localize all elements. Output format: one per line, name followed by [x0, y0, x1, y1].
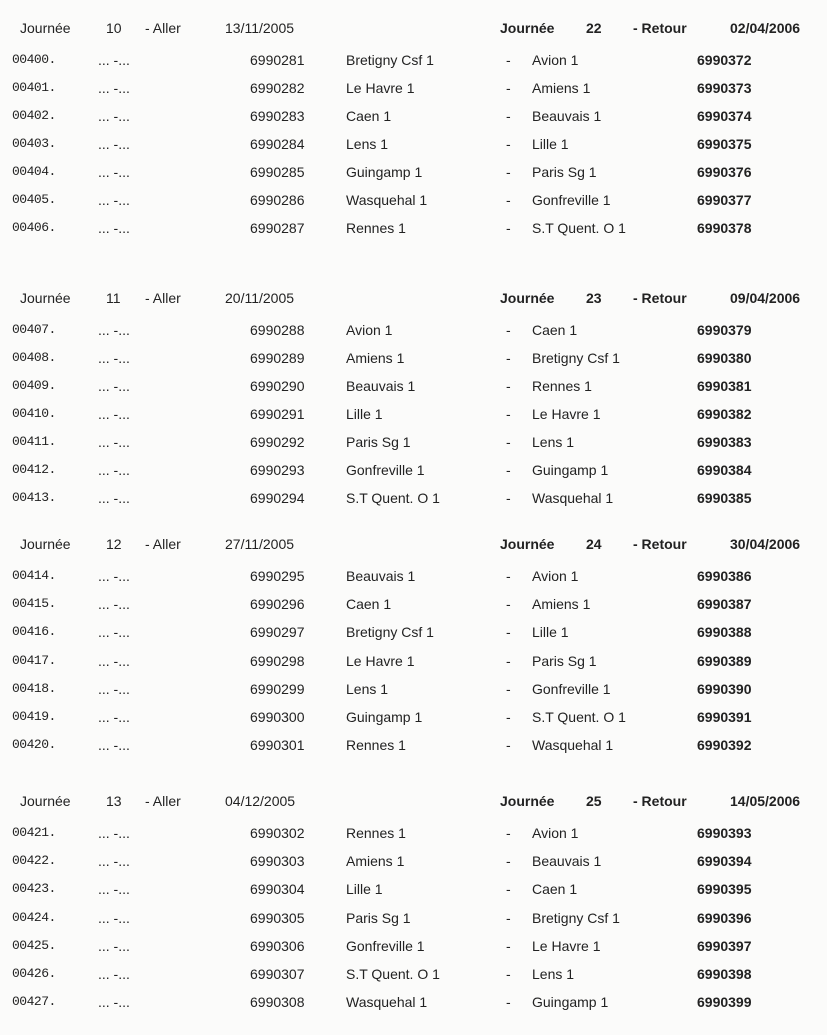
retour-match-code: 6990382 [697, 406, 752, 422]
match-number: 00422. [12, 853, 56, 869]
aller-match-code: 6990302 [250, 825, 305, 841]
aller-label: - Aller [145, 536, 181, 552]
retour-label: - Retour [633, 536, 687, 552]
aller-match-code: 6990289 [250, 350, 305, 366]
away-team: Lille 1 [532, 624, 569, 641]
versus-dash: - [506, 568, 511, 584]
home-team: Gonfreville 1 [346, 937, 425, 954]
match-number: 00418. [12, 680, 56, 696]
versus-dash: - [506, 434, 511, 450]
versus-dash: - [506, 136, 511, 152]
retour-date: 02/04/2006 [730, 20, 801, 36]
retour-match-code: 6990392 [697, 737, 752, 754]
away-team: Beauvais 1 [532, 853, 602, 870]
aller-match-code: 6990287 [250, 220, 305, 236]
versus-dash: - [506, 737, 511, 754]
match-row [0, 568, 827, 596]
versus-dash: - [506, 937, 511, 954]
versus-dash: - [506, 322, 511, 338]
aller-round-number: 12 [106, 536, 122, 552]
score-placeholder: ... -... [98, 853, 130, 870]
aller-match-code: 6990291 [250, 406, 305, 422]
score-placeholder: ... -... [98, 350, 130, 366]
home-team: Beauvais 1 [346, 568, 416, 584]
home-team: Beauvais 1 [346, 378, 416, 394]
aller-match-code: 6990298 [250, 652, 305, 669]
score-placeholder: ... -... [98, 220, 130, 236]
aller-match-code: 6990294 [250, 490, 305, 506]
score-placeholder: ... -... [98, 462, 130, 478]
versus-dash: - [506, 490, 511, 506]
retour-date: 14/05/2006 [730, 793, 801, 809]
away-team: Paris Sg 1 [532, 652, 597, 669]
aller-match-code: 6990286 [250, 192, 305, 208]
retour-label: - Retour [633, 290, 687, 306]
aller-match-code: 6990303 [250, 853, 305, 870]
away-team: Lens 1 [532, 434, 575, 450]
home-team: Lille 1 [346, 406, 383, 422]
home-team: Caen 1 [346, 108, 392, 124]
score-placeholder: ... -... [98, 322, 130, 338]
match-number: 00404. [12, 164, 56, 179]
score-placeholder: ... -... [98, 164, 130, 180]
aller-journee-label: Journée [20, 290, 71, 306]
retour-match-code: 6990383 [697, 434, 752, 450]
away-team: Avion 1 [532, 568, 579, 584]
match-number: 00424. [12, 909, 56, 925]
retour-journee-label: Journée [500, 20, 555, 36]
away-team: S.T Quent. O 1 [532, 709, 626, 725]
versus-dash: - [506, 994, 511, 1011]
aller-match-code: 6990305 [250, 909, 305, 926]
versus-dash: - [506, 652, 511, 669]
away-team: Wasquehal 1 [532, 490, 614, 506]
match-number: 00414. [12, 568, 56, 583]
retour-match-code: 6990381 [697, 378, 752, 394]
match-number: 00413. [12, 490, 56, 505]
match-number: 00405. [12, 192, 56, 207]
retour-match-code: 6990387 [697, 596, 752, 613]
away-team: Amiens 1 [532, 80, 591, 96]
aller-round-number: 11 [106, 290, 121, 306]
versus-dash: - [506, 881, 511, 898]
away-team: Paris Sg 1 [532, 164, 597, 180]
aller-journee-label: Journée [20, 20, 71, 36]
match-row [0, 825, 827, 853]
aller-date: 04/12/2005 [225, 793, 296, 809]
away-team: Guingamp 1 [532, 994, 609, 1011]
aller-match-code: 6990304 [250, 881, 305, 898]
score-placeholder: ... -... [98, 909, 130, 926]
away-team: Rennes 1 [532, 378, 592, 394]
home-team: Wasquehal 1 [346, 994, 428, 1011]
retour-match-code: 6990378 [697, 220, 752, 236]
round-header [0, 536, 827, 562]
score-placeholder: ... -... [98, 490, 130, 506]
match-number: 00421. [12, 825, 56, 840]
match-row [0, 192, 827, 220]
match-number: 00409. [12, 378, 56, 393]
score-placeholder: ... -... [98, 624, 130, 641]
retour-match-code: 6990374 [697, 108, 752, 124]
versus-dash: - [506, 596, 511, 613]
match-row [0, 653, 827, 681]
score-placeholder: ... -... [98, 652, 130, 669]
aller-label: - Aller [145, 20, 181, 36]
home-team: Bretigny Csf 1 [346, 624, 434, 641]
match-row [0, 490, 827, 518]
match-number: 00423. [12, 881, 56, 897]
retour-match-code: 6990397 [697, 937, 752, 954]
home-team: S.T Quent. O 1 [346, 966, 440, 982]
home-team: Guingamp 1 [346, 164, 423, 180]
score-placeholder: ... -... [98, 709, 130, 725]
score-placeholder: ... -... [98, 434, 130, 450]
score-placeholder: ... -... [98, 52, 130, 68]
match-row [0, 462, 827, 490]
match-number: 00408. [12, 350, 56, 365]
match-number: 00407. [12, 322, 56, 337]
retour-match-code: 6990396 [697, 909, 752, 926]
aller-match-code: 6990285 [250, 164, 305, 180]
match-number: 00427. [12, 994, 56, 1010]
versus-dash: - [506, 350, 511, 366]
match-row [0, 709, 827, 737]
retour-match-code: 6990376 [697, 164, 752, 180]
aller-match-code: 6990301 [250, 737, 305, 754]
versus-dash: - [506, 164, 511, 180]
aller-match-code: 6990293 [250, 462, 305, 478]
versus-dash: - [506, 378, 511, 394]
retour-match-code: 6990375 [697, 136, 752, 152]
aller-match-code: 6990299 [250, 680, 305, 697]
match-row [0, 681, 827, 709]
match-number: 00403. [12, 136, 56, 151]
aller-match-code: 6990283 [250, 108, 305, 124]
retour-date: 30/04/2006 [730, 536, 801, 552]
home-team: Rennes 1 [346, 220, 406, 236]
aller-match-code: 6990284 [250, 136, 305, 152]
away-team: S.T Quent. O 1 [532, 220, 626, 236]
match-row [0, 910, 827, 938]
retour-round-number: 25 [586, 793, 602, 809]
aller-journee-label: Journée [20, 536, 71, 552]
away-team: Beauvais 1 [532, 108, 602, 124]
aller-label: - Aller [145, 793, 181, 809]
aller-match-code: 6990282 [250, 80, 305, 96]
retour-match-code: 6990388 [697, 624, 752, 641]
away-team: Wasquehal 1 [532, 737, 614, 754]
score-placeholder: ... -... [98, 737, 130, 754]
match-row [0, 350, 827, 378]
match-number: 00401. [12, 80, 56, 95]
versus-dash: - [506, 709, 511, 725]
home-team: Lille 1 [346, 881, 383, 898]
retour-match-code: 6990379 [697, 322, 752, 338]
aller-date: 13/11/2005 [225, 20, 295, 36]
aller-round-number: 10 [106, 20, 122, 36]
home-team: Amiens 1 [346, 350, 405, 366]
retour-journee-label: Journée [500, 536, 555, 552]
aller-match-code: 6990307 [250, 966, 305, 982]
retour-round-number: 24 [586, 536, 602, 552]
aller-match-code: 6990306 [250, 937, 305, 954]
versus-dash: - [506, 462, 511, 478]
away-team: Gonfreville 1 [532, 192, 611, 208]
retour-round-number: 23 [586, 290, 602, 306]
retour-date: 09/04/2006 [730, 290, 801, 306]
home-team: Le Havre 1 [346, 652, 415, 669]
match-number: 00426. [12, 966, 56, 981]
aller-match-code: 6990288 [250, 322, 305, 338]
away-team: Bretigny Csf 1 [532, 350, 620, 366]
aller-match-code: 6990300 [250, 709, 305, 725]
retour-match-code: 6990395 [697, 881, 752, 898]
retour-match-code: 6990390 [697, 680, 752, 697]
round-header [0, 20, 827, 46]
home-team: Paris Sg 1 [346, 909, 411, 926]
match-row [0, 596, 827, 624]
score-placeholder: ... -... [98, 406, 130, 422]
aller-match-code: 6990296 [250, 596, 305, 613]
retour-match-code: 6990393 [697, 825, 752, 841]
home-team: Rennes 1 [346, 825, 406, 841]
versus-dash: - [506, 192, 511, 208]
retour-match-code: 6990399 [697, 994, 752, 1011]
round-header [0, 793, 827, 819]
score-placeholder: ... -... [98, 680, 130, 697]
match-row [0, 938, 827, 966]
score-placeholder: ... -... [98, 568, 130, 584]
retour-label: - Retour [633, 20, 687, 36]
match-row [0, 966, 827, 994]
versus-dash: - [506, 624, 511, 641]
retour-journee-label: Journée [500, 290, 555, 306]
score-placeholder: ... -... [98, 108, 130, 124]
aller-match-code: 6990290 [250, 378, 305, 394]
retour-match-code: 6990372 [697, 52, 752, 68]
score-placeholder: ... -... [98, 192, 130, 208]
away-team: Bretigny Csf 1 [532, 909, 620, 926]
match-row [0, 624, 827, 652]
away-team: Caen 1 [532, 881, 578, 898]
away-team: Lens 1 [532, 966, 575, 982]
aller-label: - Aller [145, 290, 181, 306]
score-placeholder: ... -... [98, 825, 130, 841]
match-row [0, 434, 827, 462]
away-team: Avion 1 [532, 52, 579, 68]
retour-match-code: 6990373 [697, 80, 752, 96]
versus-dash: - [506, 853, 511, 870]
match-number: 00419. [12, 709, 56, 724]
retour-match-code: 6990377 [697, 192, 752, 208]
score-placeholder: ... -... [98, 136, 130, 152]
match-row [0, 853, 827, 881]
aller-match-code: 6990297 [250, 624, 305, 641]
versus-dash: - [506, 80, 511, 96]
match-number: 00412. [12, 462, 56, 477]
aller-date: 27/11/2005 [225, 536, 295, 552]
match-number: 00411. [12, 434, 56, 449]
retour-match-code: 6990398 [697, 966, 752, 982]
home-team: Lens 1 [346, 136, 389, 152]
match-row [0, 108, 827, 136]
away-team: Gonfreville 1 [532, 680, 611, 697]
versus-dash: - [506, 680, 511, 697]
match-row [0, 881, 827, 909]
match-row [0, 406, 827, 434]
versus-dash: - [506, 825, 511, 841]
aller-match-code: 6990281 [250, 52, 305, 68]
retour-match-code: 6990384 [697, 462, 752, 478]
match-number: 00410. [12, 406, 56, 421]
match-number: 00417. [12, 652, 56, 668]
match-row [0, 80, 827, 108]
retour-match-code: 6990385 [697, 490, 752, 506]
match-row [0, 994, 827, 1022]
match-row [0, 164, 827, 192]
home-team: Guingamp 1 [346, 709, 423, 725]
home-team: Rennes 1 [346, 737, 406, 754]
retour-match-code: 6990380 [697, 350, 752, 366]
retour-label: - Retour [633, 793, 687, 809]
aller-match-code: 6990295 [250, 568, 305, 584]
retour-journee-label: Journée [500, 793, 555, 809]
home-team: Gonfreville 1 [346, 462, 425, 478]
match-row [0, 322, 827, 350]
aller-match-code: 6990308 [250, 994, 305, 1011]
away-team: Avion 1 [532, 825, 579, 841]
home-team: Wasquehal 1 [346, 192, 428, 208]
versus-dash: - [506, 220, 511, 236]
score-placeholder: ... -... [98, 966, 130, 982]
score-placeholder: ... -... [98, 378, 130, 394]
versus-dash: - [506, 966, 511, 982]
aller-date: 20/11/2005 [225, 290, 295, 306]
home-team: Paris Sg 1 [346, 434, 411, 450]
away-team: Caen 1 [532, 322, 578, 338]
score-placeholder: ... -... [98, 80, 130, 96]
home-team: Le Havre 1 [346, 80, 415, 96]
versus-dash: - [506, 406, 511, 422]
home-team: Bretigny Csf 1 [346, 52, 434, 68]
home-team: Avion 1 [346, 322, 393, 338]
retour-match-code: 6990394 [697, 853, 752, 870]
score-placeholder: ... -... [98, 881, 130, 898]
match-row [0, 220, 827, 248]
versus-dash: - [506, 108, 511, 124]
away-team: Le Havre 1 [532, 937, 601, 954]
score-placeholder: ... -... [98, 596, 130, 613]
retour-match-code: 6990386 [697, 568, 752, 584]
home-team: Caen 1 [346, 596, 392, 613]
versus-dash: - [506, 52, 511, 68]
match-row [0, 52, 827, 80]
match-number: 00400. [12, 52, 56, 67]
retour-match-code: 6990389 [697, 652, 752, 669]
score-placeholder: ... -... [98, 937, 130, 954]
match-number: 00415. [12, 596, 56, 612]
away-team: Guingamp 1 [532, 462, 609, 478]
away-team: Le Havre 1 [532, 406, 601, 422]
match-number: 00420. [12, 737, 56, 753]
aller-match-code: 6990292 [250, 434, 305, 450]
versus-dash: - [506, 909, 511, 926]
retour-match-code: 6990391 [697, 709, 752, 725]
score-placeholder: ... -... [98, 994, 130, 1011]
match-row [0, 378, 827, 406]
aller-round-number: 13 [106, 793, 122, 809]
away-team: Amiens 1 [532, 596, 591, 613]
home-team: S.T Quent. O 1 [346, 490, 440, 506]
match-number: 00425. [12, 937, 56, 953]
aller-journee-label: Journée [20, 793, 71, 809]
match-number: 00416. [12, 624, 56, 640]
home-team: Lens 1 [346, 680, 389, 697]
match-row [0, 136, 827, 164]
retour-round-number: 22 [586, 20, 602, 36]
match-number: 00402. [12, 108, 56, 123]
round-header [0, 290, 827, 316]
match-row [0, 737, 827, 765]
match-number: 00406. [12, 220, 56, 235]
away-team: Lille 1 [532, 136, 569, 152]
home-team: Amiens 1 [346, 853, 405, 870]
